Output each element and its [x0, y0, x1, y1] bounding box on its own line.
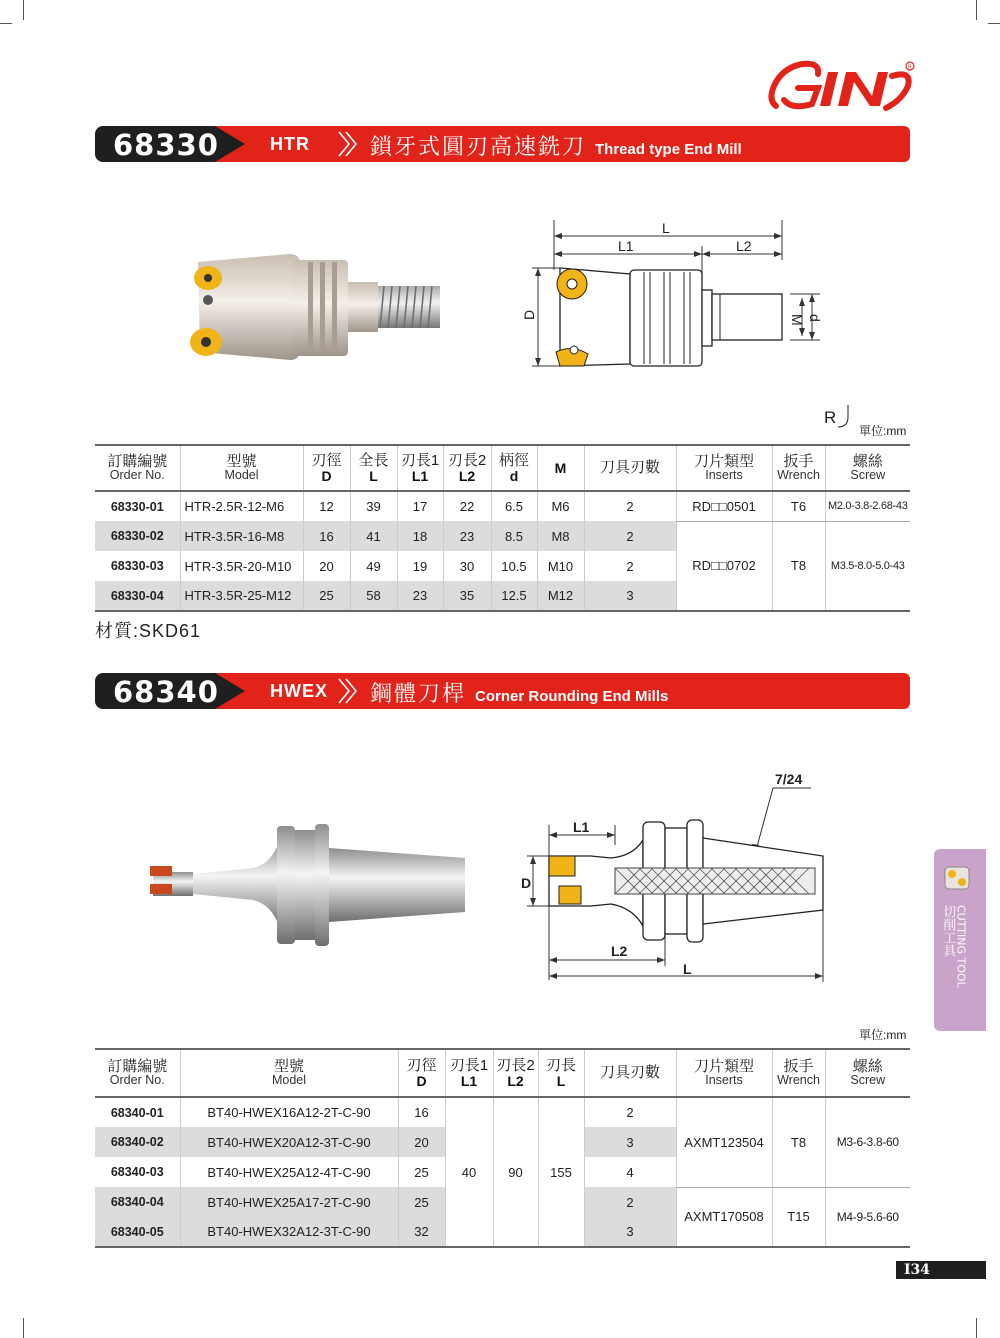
- chevron-right-icon: [335, 126, 359, 162]
- htr-dimension-diagram: [520, 220, 825, 375]
- radius-symbol: [820, 403, 860, 429]
- header-wrench: 扳手 Wrench: [772, 445, 825, 491]
- header-screw: 螺絲 Screw: [825, 1049, 910, 1097]
- table-row: 68330-02 HTR-3.5R-16-M8 16 41 18 23 8.5 M8 2 RD□□0702 T8 M3.5-8.0-5.0-43: [95, 521, 910, 551]
- milling-insert-icon: [940, 859, 974, 895]
- header-screw: 螺絲 Screw: [825, 445, 910, 491]
- header-order-no: 訂購編號 Order No.: [95, 1049, 180, 1097]
- dim-label-L2: L2: [736, 238, 752, 254]
- dim-label-D: D: [521, 309, 537, 320]
- table-row: 68330-03 HTR-3.5R-20-M10 20 49 19 30 10.5 M10 2: [95, 551, 910, 581]
- hwex-bt40-holder-photo: [145, 818, 470, 953]
- radius-label: R: [824, 408, 837, 427]
- dim-label-L1: L1: [573, 819, 590, 835]
- dim-label-d: d: [807, 314, 823, 322]
- header-m: M: [537, 445, 584, 491]
- crop-mark: [23, 0, 24, 20]
- header-l2: 刃長2 L2: [493, 1049, 538, 1097]
- section-title-cn: 鋼體刀桿: [370, 682, 467, 707]
- section-code: 68340: [113, 675, 219, 709]
- table-row: 68340-03 BT40-HWEX25A12-4T-C-90 25 4: [95, 1157, 910, 1187]
- header-order-no: 訂購編號 Order No.: [95, 445, 180, 491]
- crop-mark: [988, 23, 1000, 24]
- header-inserts: 刀片類型 Inserts: [676, 445, 772, 491]
- material-note: 材質:SKD61: [95, 621, 202, 641]
- section-title-en: Thread type End Mill: [595, 141, 742, 158]
- hwex-spec-table: [95, 1048, 910, 1248]
- header-l: 刃長 L: [538, 1049, 584, 1097]
- dim-label-L1: L1: [618, 238, 634, 254]
- gin-logo: [768, 56, 918, 112]
- unit-label: 單位:mm: [859, 424, 907, 438]
- header-l: 全長 L: [350, 445, 397, 491]
- table-row: 68330-01 HTR-2.5R-12-M6 12 39 17 22 6.5 M6 2 RD□□0501 T6 M2.0-3.8-2.68-43: [95, 491, 910, 521]
- section-model: HWEX: [270, 681, 328, 701]
- table-row: 68340-05 BT40-HWEX32A12-3T-C-90 32 3: [95, 1217, 910, 1247]
- side-tab-text-cn: 切削工具: [940, 905, 956, 957]
- header-inserts: 刀片類型 Inserts: [676, 1049, 772, 1097]
- dim-label-L2: L2: [611, 943, 628, 959]
- table-row: 68340-02 BT40-HWEX20A12-3T-C-90 20 3: [95, 1127, 910, 1157]
- crop-mark: [976, 0, 977, 20]
- crop-mark: [23, 1318, 24, 1338]
- header-shank-d: 柄徑 d: [491, 445, 537, 491]
- page-number: I34: [904, 1262, 931, 1278]
- hwex-dimension-diagram: [515, 770, 835, 985]
- crop-mark: [976, 1318, 977, 1338]
- section-title-cn: 鎖牙式圓刃高速銑刀: [370, 135, 587, 160]
- dim-label-D: D: [521, 875, 532, 891]
- unit-label: 單位:mm: [859, 1028, 907, 1042]
- htr-end-mill-photo: [180, 250, 445, 365]
- section-code: 68330: [113, 128, 219, 162]
- htr-spec-table: [95, 444, 910, 612]
- section-title-en: Corner Rounding End Mills: [475, 688, 669, 705]
- header-d: 刃徑 D: [398, 1049, 445, 1097]
- crop-mark: [0, 23, 12, 24]
- chevron-right-icon: [335, 673, 359, 709]
- header-l2: 刃長2 L2: [443, 445, 491, 491]
- header-flutes: 刀具刃數: [584, 1049, 676, 1097]
- header-l1: 刃長1 L1: [397, 445, 443, 491]
- section-banner-68330: [95, 126, 910, 162]
- header-flutes: 刀具刃數: [584, 445, 676, 491]
- table-row: 68340-01 BT40-HWEX16A12-2T-C-90 16 40 90 155 2 AXMT123504 T8 M3-6-3.8-60: [95, 1097, 910, 1127]
- header-wrench: 扳手 Wrench: [772, 1049, 825, 1097]
- svg-text:R: R: [908, 64, 912, 71]
- header-l1: 刃長1 L1: [445, 1049, 493, 1097]
- dim-label-M: M: [789, 314, 805, 326]
- page-number-box: [896, 1261, 986, 1279]
- header-d: 刃徑 D: [303, 445, 350, 491]
- section-model: HTR: [270, 134, 310, 154]
- cutting-tool-side-tab: [934, 849, 986, 1031]
- header-model: 型號 Model: [180, 445, 303, 491]
- dim-label-L: L: [683, 961, 692, 977]
- dim-label-taper: 7/24: [775, 771, 803, 787]
- dim-label-L: L: [662, 220, 670, 236]
- table-row: 68340-04 BT40-HWEX25A17-2T-C-90 25 2 AXMT170508 T15 M4-9-5.6-60: [95, 1187, 910, 1217]
- side-tab-text-en: CUTTING TOOL: [954, 905, 968, 988]
- header-model: 型號 Model: [180, 1049, 398, 1097]
- section-banner-68340: [95, 673, 910, 709]
- table-row: 68330-04 HTR-3.5R-25-M12 25 58 23 35 12.5 M12 3: [95, 581, 910, 611]
